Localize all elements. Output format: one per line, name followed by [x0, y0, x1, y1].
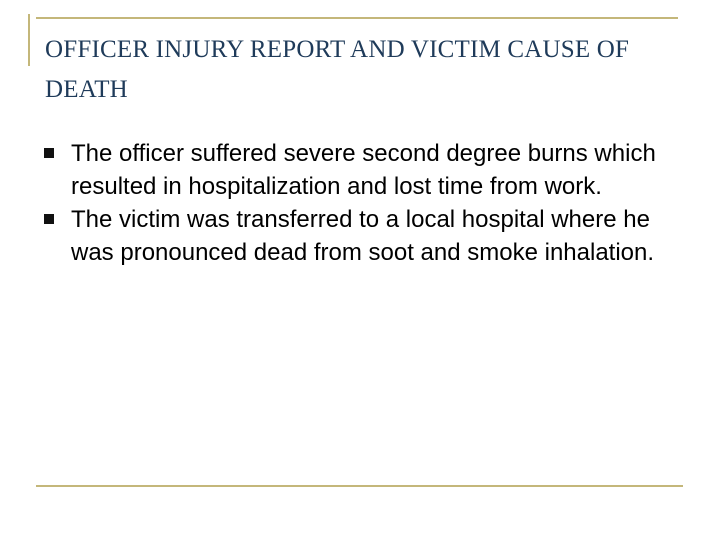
slide-title: OFFICER INJURY REPORT AND VICTIM CAUSE OF DEATH [45, 36, 630, 103]
bullet-text: The officer suffered severe second degree burns which resulted in hospitalization and lost time from work. [71, 140, 656, 200]
bullet-text: The victim was transferred to a local hospital where he was pronounced dead from soot and smoke inhalation. [71, 206, 655, 266]
square-bullet-icon [44, 148, 54, 158]
top-accent-rule [36, 17, 678, 19]
bullet-list [40, 137, 680, 269]
square-bullet-icon [44, 214, 54, 224]
bullet-item [40, 137, 680, 203]
bottom-accent-rule [36, 485, 683, 487]
left-accent-rule [28, 14, 30, 66]
bullet-item [40, 203, 680, 269]
